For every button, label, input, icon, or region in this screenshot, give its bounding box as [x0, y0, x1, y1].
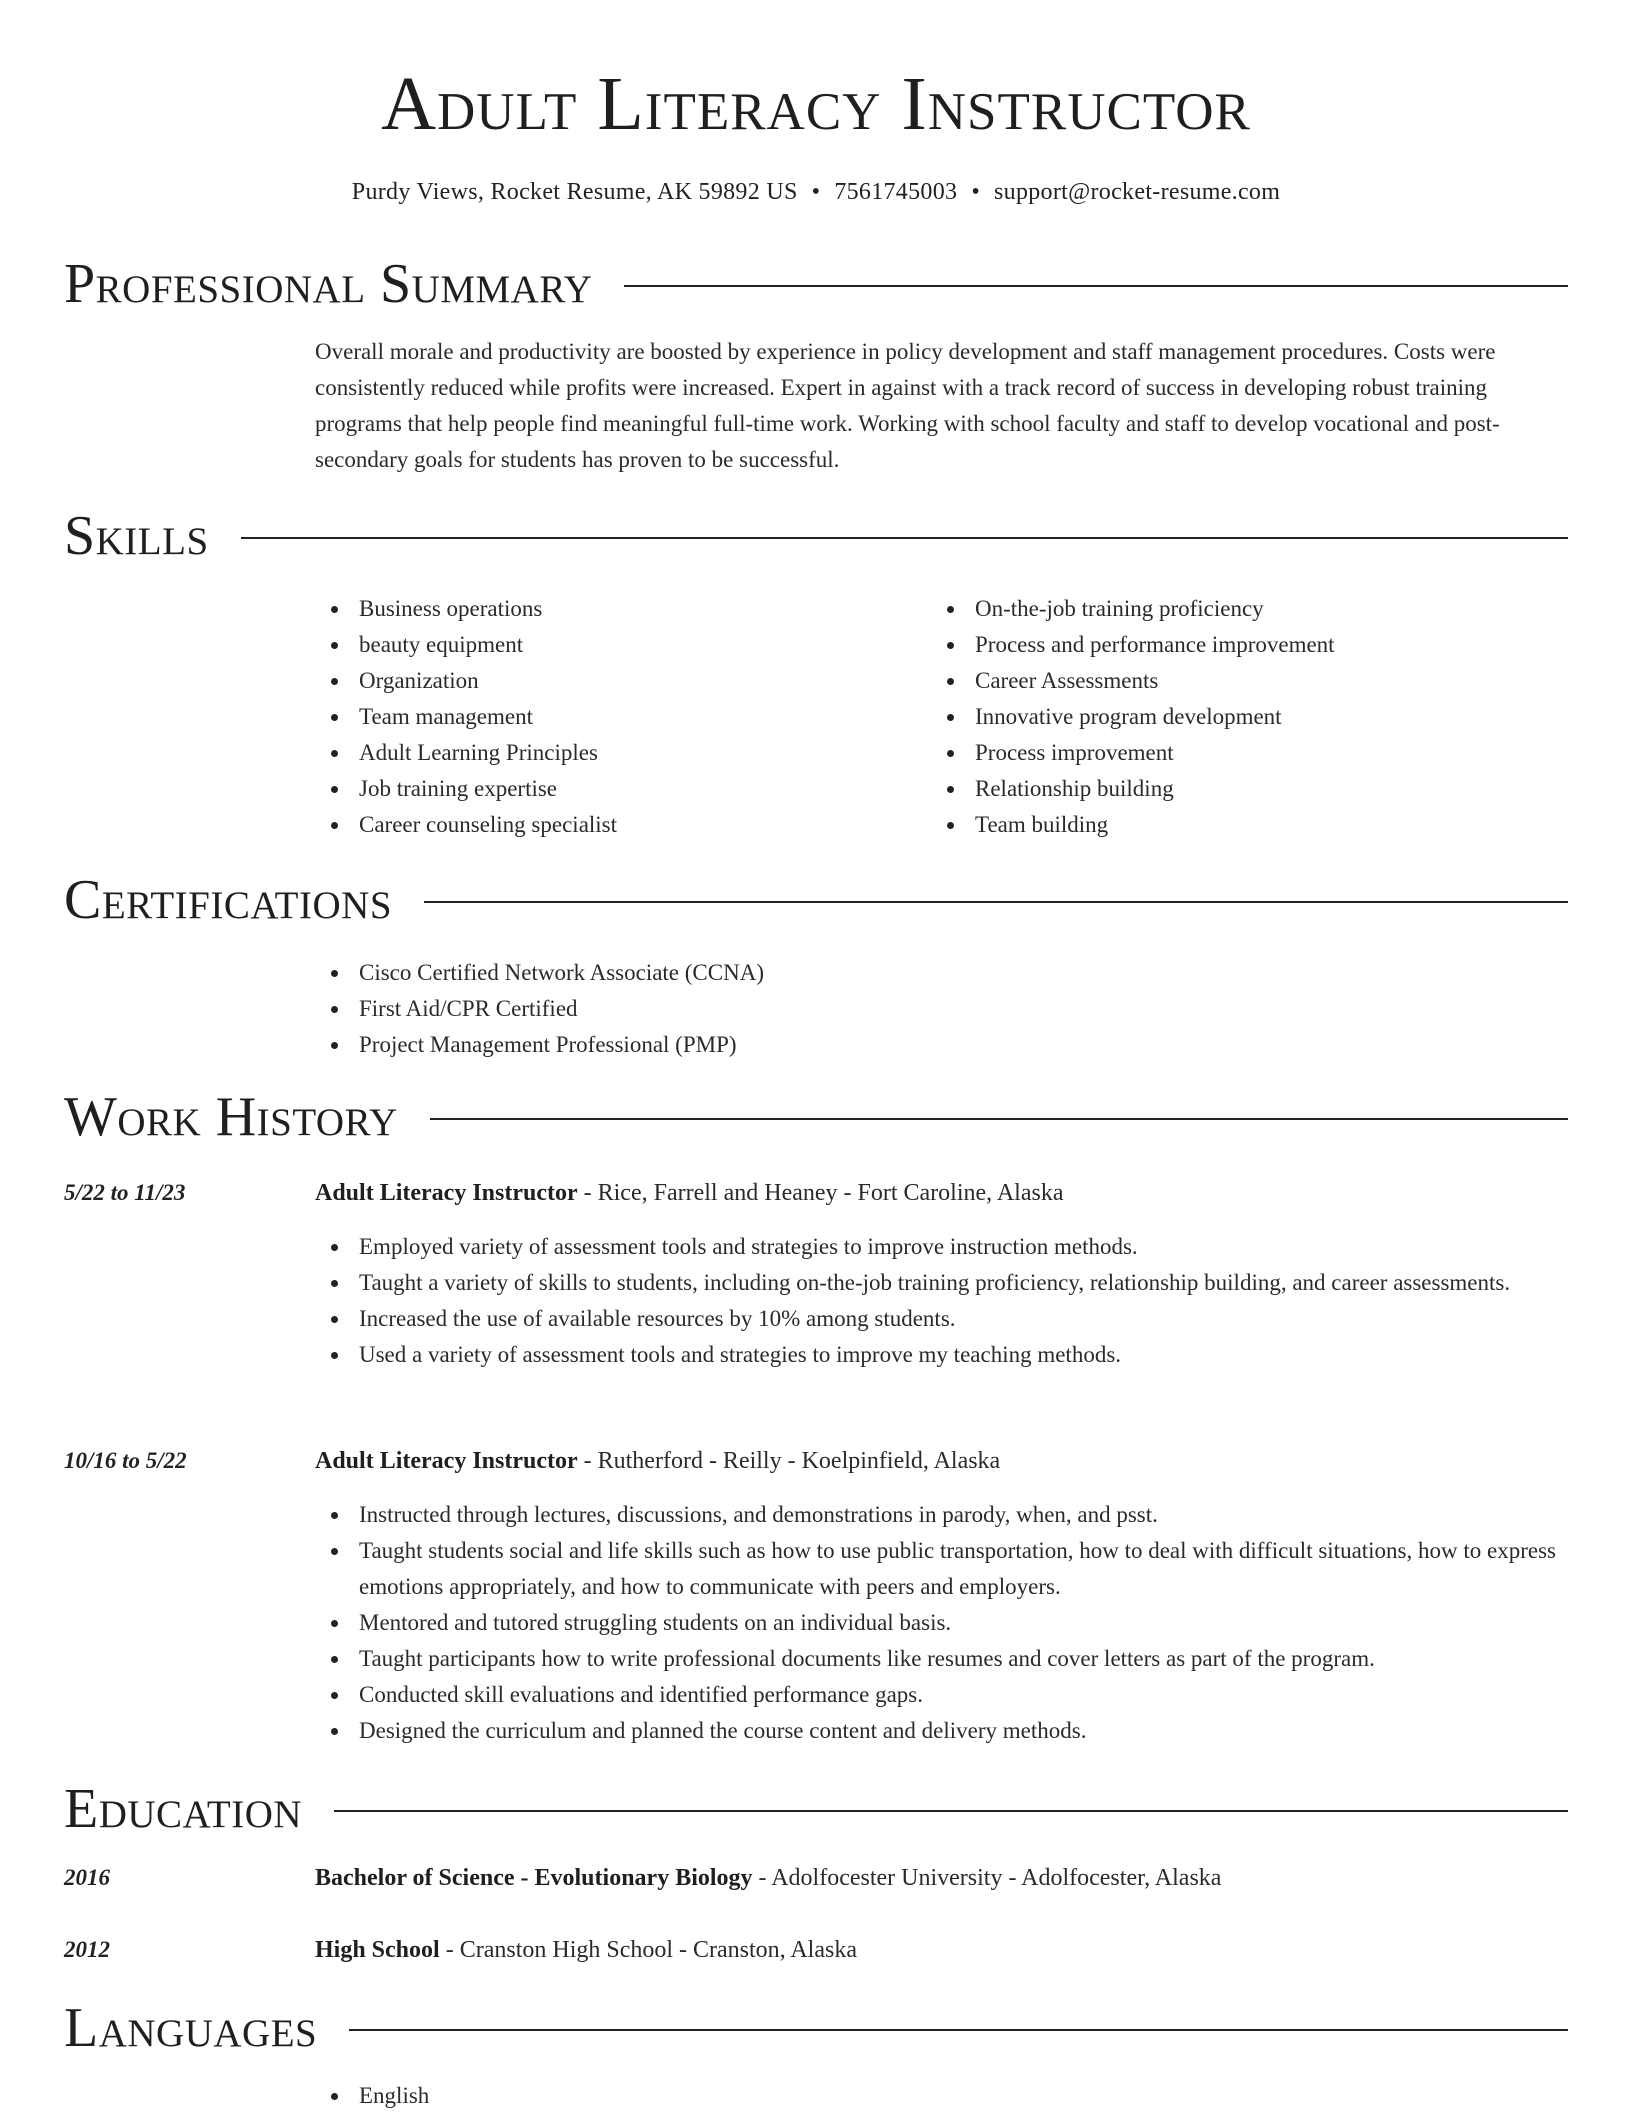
languages-list	[315, 2078, 1568, 2112]
job-bullet: Instructed through lectures, discussions, and demonstrations in parody, when, and psst.	[315, 1497, 1568, 1533]
certifications-title: Certifications	[64, 869, 393, 931]
certification-item: First Aid/CPR Certified	[315, 991, 1568, 1027]
section-divider	[334, 1810, 1568, 1812]
skills-section-header	[64, 504, 1568, 568]
section-divider	[241, 537, 1568, 539]
certifications-section-header	[64, 868, 1568, 932]
summary-title: Professional Summary	[64, 253, 593, 315]
skill-item: Relationship building	[931, 771, 1547, 807]
job-bullets	[315, 1497, 1568, 1749]
contact-separator: •	[811, 179, 821, 205]
certifications-list	[315, 955, 1568, 1063]
contact-address: Purdy Views, Rocket Resume, AK 59892 US	[351, 179, 798, 205]
certification-item: Project Management Professional (PMP)	[315, 1027, 1568, 1063]
education-school: - Cranston High School - Cranston, Alaska	[439, 1937, 857, 1963]
skill-item: Innovative program development	[931, 699, 1547, 735]
job-bullet: Increased the use of available resources by 10% among students.	[315, 1301, 1568, 1337]
education-degree: High School	[315, 1937, 440, 1963]
skills-title: Skills	[64, 505, 209, 567]
skill-item: Team management	[315, 699, 931, 735]
work-section-header	[64, 1085, 1568, 1149]
education-entry	[315, 1860, 1568, 1896]
contact-line	[64, 174, 1568, 210]
resume-page	[64, 0, 1568, 2112]
job-bullet: Employed variety of assessment tools and strategies to improve instruction methods.	[315, 1229, 1568, 1265]
skills-list	[315, 591, 1568, 843]
education-year: 2016	[64, 1865, 110, 1890]
education-section-header	[64, 1777, 1568, 1841]
job-bullets	[315, 1229, 1568, 1373]
summary-section-header	[64, 252, 1568, 316]
skills-column-left	[315, 591, 931, 843]
work-title: Work History	[64, 1086, 398, 1148]
summary-text: Overall morale and productivity are boosted by experience in policy development and staff management procedures. Costs were consistently reduced while profits were increased. Expert in against with a track record of success in developing robust training programs that help people find meaningful full-time work. Working with school faculty and staff to develop vocational and post-secondary goals for students has proven to be successful.	[315, 339, 1500, 472]
skill-item: Job training expertise	[315, 771, 931, 807]
languages-section-header	[64, 1996, 1568, 2060]
skill-item: beauty equipment	[315, 627, 931, 663]
education-year: 2012	[64, 1937, 110, 1962]
skill-item: Adult Learning Principles	[315, 735, 931, 771]
section-divider	[349, 2029, 1568, 2031]
resume-name: Adult Literacy Instructor	[381, 62, 1251, 146]
job-employer: - Rice, Farrell and Heaney - Fort Caroline, Alaska	[577, 1180, 1064, 1206]
job-employer: - Rutherford - Reilly - Koelpinfield, Alaska	[577, 1448, 1001, 1474]
job-role: Adult Literacy Instructor	[315, 1180, 578, 1206]
education-entry	[315, 1932, 1568, 1968]
section-divider	[624, 285, 1568, 287]
education-title: Education	[64, 1778, 303, 1840]
job-bullet: Designed the curriculum and planned the course content and delivery methods.	[315, 1713, 1568, 1749]
education-school: - Adolfocester University - Adolfocester, Alaska	[752, 1865, 1222, 1891]
skill-item: Career Assessments	[931, 663, 1547, 699]
job-dates: 5/22 to 11/23	[64, 1180, 186, 1205]
contact-separator: •	[971, 179, 981, 205]
job-heading	[315, 1175, 1568, 1211]
skill-item: Organization	[315, 663, 931, 699]
skill-item: Business operations	[315, 591, 931, 627]
job-heading	[315, 1443, 1568, 1479]
job-bullet: Mentored and tutored struggling students on an individual basis.	[315, 1605, 1568, 1641]
language-item: English	[315, 2078, 1568, 2112]
contact-phone: 7561745003	[834, 179, 958, 205]
job-bullet: Conducted skill evaluations and identified performance gaps.	[315, 1677, 1568, 1713]
section-divider	[430, 1118, 1568, 1120]
job-bullet: Taught participants how to write professional documents like resumes and cover letters as part of the program.	[315, 1641, 1568, 1677]
job-bullet: Taught a variety of skills to students, including on-the-job training proficiency, relationship building, and career assessments.	[315, 1265, 1568, 1301]
contact-email[interactable]: support@rocket-resume.com	[994, 179, 1281, 205]
skill-item: On-the-job training proficiency	[931, 591, 1547, 627]
skill-item: Career counseling specialist	[315, 807, 931, 843]
skill-item: Team building	[931, 807, 1547, 843]
skill-item: Process improvement	[931, 735, 1547, 771]
job-bullet: Taught students social and life skills such as how to use public transportation, how to deal with difficult situations, how to express emotions appropriately, and how to communicate with peers and employers.	[315, 1533, 1568, 1605]
languages-title: Languages	[64, 1997, 318, 2059]
job-role: Adult Literacy Instructor	[315, 1448, 578, 1474]
certification-item: Cisco Certified Network Associate (CCNA)	[315, 955, 1568, 991]
skill-item: Process and performance improvement	[931, 627, 1547, 663]
education-degree: Bachelor of Science - Evolutionary Biology	[315, 1865, 753, 1891]
job-dates: 10/16 to 5/22	[64, 1448, 187, 1473]
skills-column-right	[931, 591, 1547, 843]
section-divider	[424, 901, 1568, 903]
job-bullet: Used a variety of assessment tools and strategies to improve my teaching methods.	[315, 1337, 1568, 1373]
